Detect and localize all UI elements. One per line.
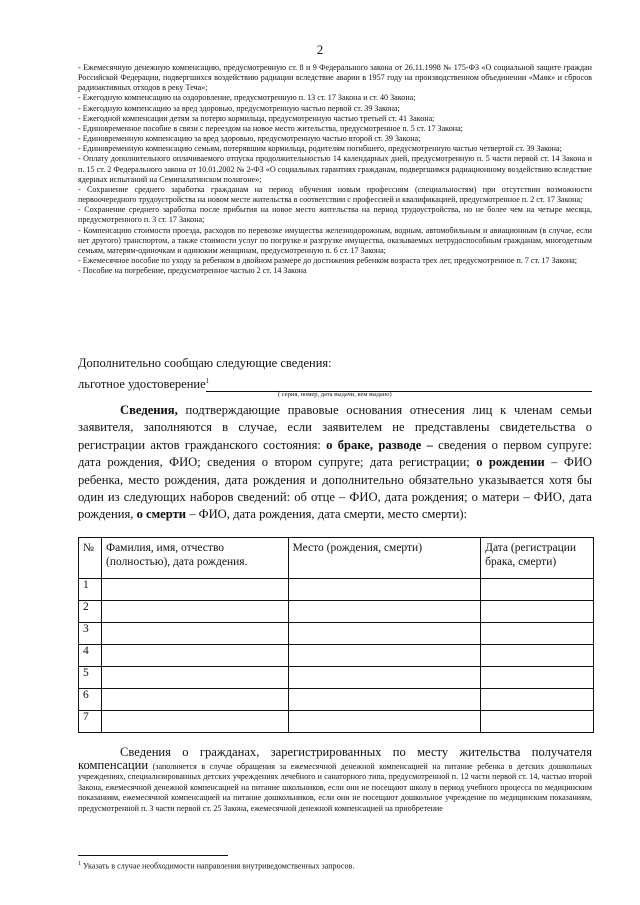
benefit-item: - Единовременную компенсацию семьям, потерявшим кормильца, родителям погибшего, предусмотренную частью четвертой ст. 39 Закона; bbox=[78, 144, 562, 154]
date-cell[interactable] bbox=[481, 601, 594, 623]
table-row bbox=[79, 579, 594, 601]
certificate-input-line[interactable] bbox=[206, 391, 592, 392]
benefit-item: - Единовременное пособие в связи с переездом на новое место жительства, предусмотренное п. 5 ст. 17 Закона; bbox=[78, 123, 463, 133]
place-cell[interactable] bbox=[288, 667, 481, 689]
column-header-place: Место (рождения, смерти) bbox=[288, 538, 481, 579]
date-cell[interactable] bbox=[481, 579, 594, 601]
table-row bbox=[79, 601, 594, 623]
benefit-item: - Ежемесячное пособие по уходу за ребенком в двойном размере до достижения ребенком возраста трех лет, предусмотренное п. 7 ст. 17 Закона; bbox=[78, 255, 578, 265]
date-cell[interactable] bbox=[481, 711, 594, 733]
benefit-item: - Сохранение среднего заработка после прибытия на новое место жительства на период трудоустройства, но не более чем на четыре месяца, предусмотренного п. 3 ст. 17 Закона; bbox=[78, 205, 592, 225]
row-number: 4 bbox=[79, 645, 102, 667]
name-cell[interactable] bbox=[101, 623, 288, 645]
table-row bbox=[79, 711, 594, 733]
place-cell[interactable] bbox=[288, 601, 481, 623]
grounds-text: – ФИО, дата рождения, дата смерти, место смерти): bbox=[186, 507, 468, 522]
name-cell[interactable] bbox=[101, 645, 288, 667]
place-cell[interactable] bbox=[288, 645, 481, 667]
certificate-hint: ( серия, номер, дата выдачи, кем выдано) bbox=[278, 391, 392, 398]
footnote-mark: 1 bbox=[78, 861, 81, 867]
registered-detail: (заполняется в случае обращения за ежемесячной денежной компенсацией на питание ребенка в детских дошкольных учреждениях, специализированных детских учреждениях лечебного и санаторного типа, предусмотренной п. 12 части первой ст. 14, частью второй Закона, ежемесячной денежной компенсацией на питание школьников, если они не посещают школу в период учебного процесса по медицинским показаниям, ежемесячной компенсацией на питание дошкольников, если они не посещают дошкольное учреждение по медицинским показаниям, предусмотренной п. 3 части первой ст. 25 Закона, ежемесячной денежной компенсацией на приобретение bbox=[78, 761, 592, 813]
place-cell[interactable] bbox=[288, 623, 481, 645]
grounds-paragraph bbox=[78, 402, 592, 524]
benefit-item: - Компенсацию стоимости проезда, расходов по перевозке имущества железнодорожным, водным, автомобильным и авиационным (в случае, если нет другого) транспортом, а также стоимости услуг по погрузке и разгрузке имущества, оказываемых нетрудоспособным гражданам, многодетным семьям, матерям-одиночкам и одиноким женщинам, предусмотренную п. 6 ст. 17 Закона; bbox=[78, 225, 592, 255]
grounds-text: – ФИО ребенка, место рождения, дата рождения и дополнительно обязательно указывается хотя бы один из следующих наборов сведений: об отце – ФИО, дата рождения; о матери – ФИО, дата рождения, bbox=[78, 455, 593, 522]
table-row bbox=[79, 623, 594, 645]
grounds-text: сведения о первом супруге: дата рождения, ФИО; сведения о втором супруге; дата регистрации; bbox=[78, 437, 592, 470]
extra-info-heading: Дополнительно сообщаю следующие сведения: bbox=[78, 356, 332, 370]
certificate-label: льготное удостоверение bbox=[78, 377, 206, 392]
death-label: о смерти bbox=[136, 507, 187, 522]
name-cell[interactable] bbox=[101, 667, 288, 689]
page-number: 2 bbox=[316, 42, 324, 57]
name-cell[interactable] bbox=[101, 601, 288, 623]
footnote bbox=[78, 861, 354, 871]
row-number: 1 bbox=[79, 579, 102, 601]
place-cell[interactable] bbox=[288, 711, 481, 733]
benefits-list bbox=[78, 63, 592, 276]
column-header-date: Дата (регистрации брака, смерти) bbox=[481, 538, 594, 579]
registered-lead: Сведения о гражданах, зарегистрированных по месту жительства получателя компенсации bbox=[78, 745, 592, 772]
column-header-name: Фамилия, имя, отчество (полностью), дата рождения. bbox=[101, 538, 288, 579]
benefit-item: - Пособие на погребение, предусмотренное частью 2 ст. 14 Закона bbox=[78, 266, 307, 276]
benefit-item: - Ежегодную компенсацию на оздоровление, предусмотренную п. 13 ст. 17 Закона и ст. 40 Закона; bbox=[78, 93, 416, 103]
table-row bbox=[79, 689, 594, 711]
family-table bbox=[78, 537, 594, 733]
date-cell[interactable] bbox=[481, 623, 594, 645]
registered-persons-section bbox=[78, 747, 592, 815]
benefit-item: - Ежегодной компенсации детям за потерю кормильца, предусмотренную частью третьей ст. 41 Закона; bbox=[78, 113, 435, 123]
benefit-item: - Единовременную компенсацию за вред здоровью, предусмотренную частью второй ст. 39 Закона; bbox=[78, 134, 421, 144]
footnote-text: Указать в случае необходимости направления внутриведомственных запросов. bbox=[83, 861, 355, 871]
benefit-item: - Сохранение среднего заработка гражданам на период обучения новым профессиям (специальностям) при отсутствии возможности первоочередного трудоустройства на новом месте жительства в соответствии с профессией и квалификацией, предусмотренное п. 2 ст. 17 Закона; bbox=[78, 184, 592, 205]
benefit-item: - Оплату дополнительного оплачиваемого отпуска продолжительностью 14 календарных дней, предусмотренную п. 5 части первой ст. 14 Закона и п. 15 ст. 2 Федерального закона от 10.01.2002 № 2-ФЗ «О социальных гарантиях гражданам, подвергшимся радиационному воздействию вследствие ядерных испытаний на Семипалатинском полигоне»; bbox=[78, 154, 592, 184]
certificate-field[interactable] bbox=[78, 377, 592, 398]
row-number: 5 bbox=[79, 667, 102, 689]
birth-label: о рождении bbox=[476, 455, 545, 470]
table-row bbox=[79, 667, 594, 689]
date-cell[interactable] bbox=[481, 667, 594, 689]
benefit-item: - Ежегодную компенсацию за вред здоровью, предусмотренную частью первой ст. 39 Закона; bbox=[78, 103, 400, 113]
grounds-text: подтверждающие правовые основания отнесения лиц к членам семьи заявителя, заполняются в случае, если заявителем не представлены свидетельства о регистрации актов гражданского состояния: bbox=[78, 403, 592, 452]
place-cell[interactable] bbox=[288, 689, 481, 711]
row-number: 3 bbox=[79, 623, 102, 645]
column-header-number: № bbox=[79, 538, 102, 579]
name-cell[interactable] bbox=[101, 711, 288, 733]
place-cell[interactable] bbox=[288, 579, 481, 601]
row-number: 2 bbox=[79, 601, 102, 623]
footnote-ref: 1 bbox=[205, 377, 210, 385]
footnote-divider bbox=[78, 855, 228, 856]
table-header-row bbox=[79, 538, 594, 579]
row-number: 6 bbox=[79, 689, 102, 711]
row-number: 7 bbox=[79, 711, 102, 733]
marriage-label: о браке, разводе – bbox=[326, 437, 433, 452]
table-row bbox=[79, 645, 594, 667]
name-cell[interactable] bbox=[101, 579, 288, 601]
benefit-item: - Ежемесячную денежную компенсацию, предусмотренную ст. 8 и 9 Федерального закона от 26.11.1998 № 175-ФЗ «О социальной защите граждан Российской Федерации, подвергшихся воздействию радиации вследствие аварии в 1957 году на производственном объединении «Маяк» и сбросов радиоактивных отходов в реку Теча»; bbox=[78, 63, 592, 93]
date-cell[interactable] bbox=[481, 689, 594, 711]
date-cell[interactable] bbox=[481, 645, 594, 667]
grounds-lead: Сведения, bbox=[120, 403, 178, 417]
name-cell[interactable] bbox=[101, 689, 288, 711]
